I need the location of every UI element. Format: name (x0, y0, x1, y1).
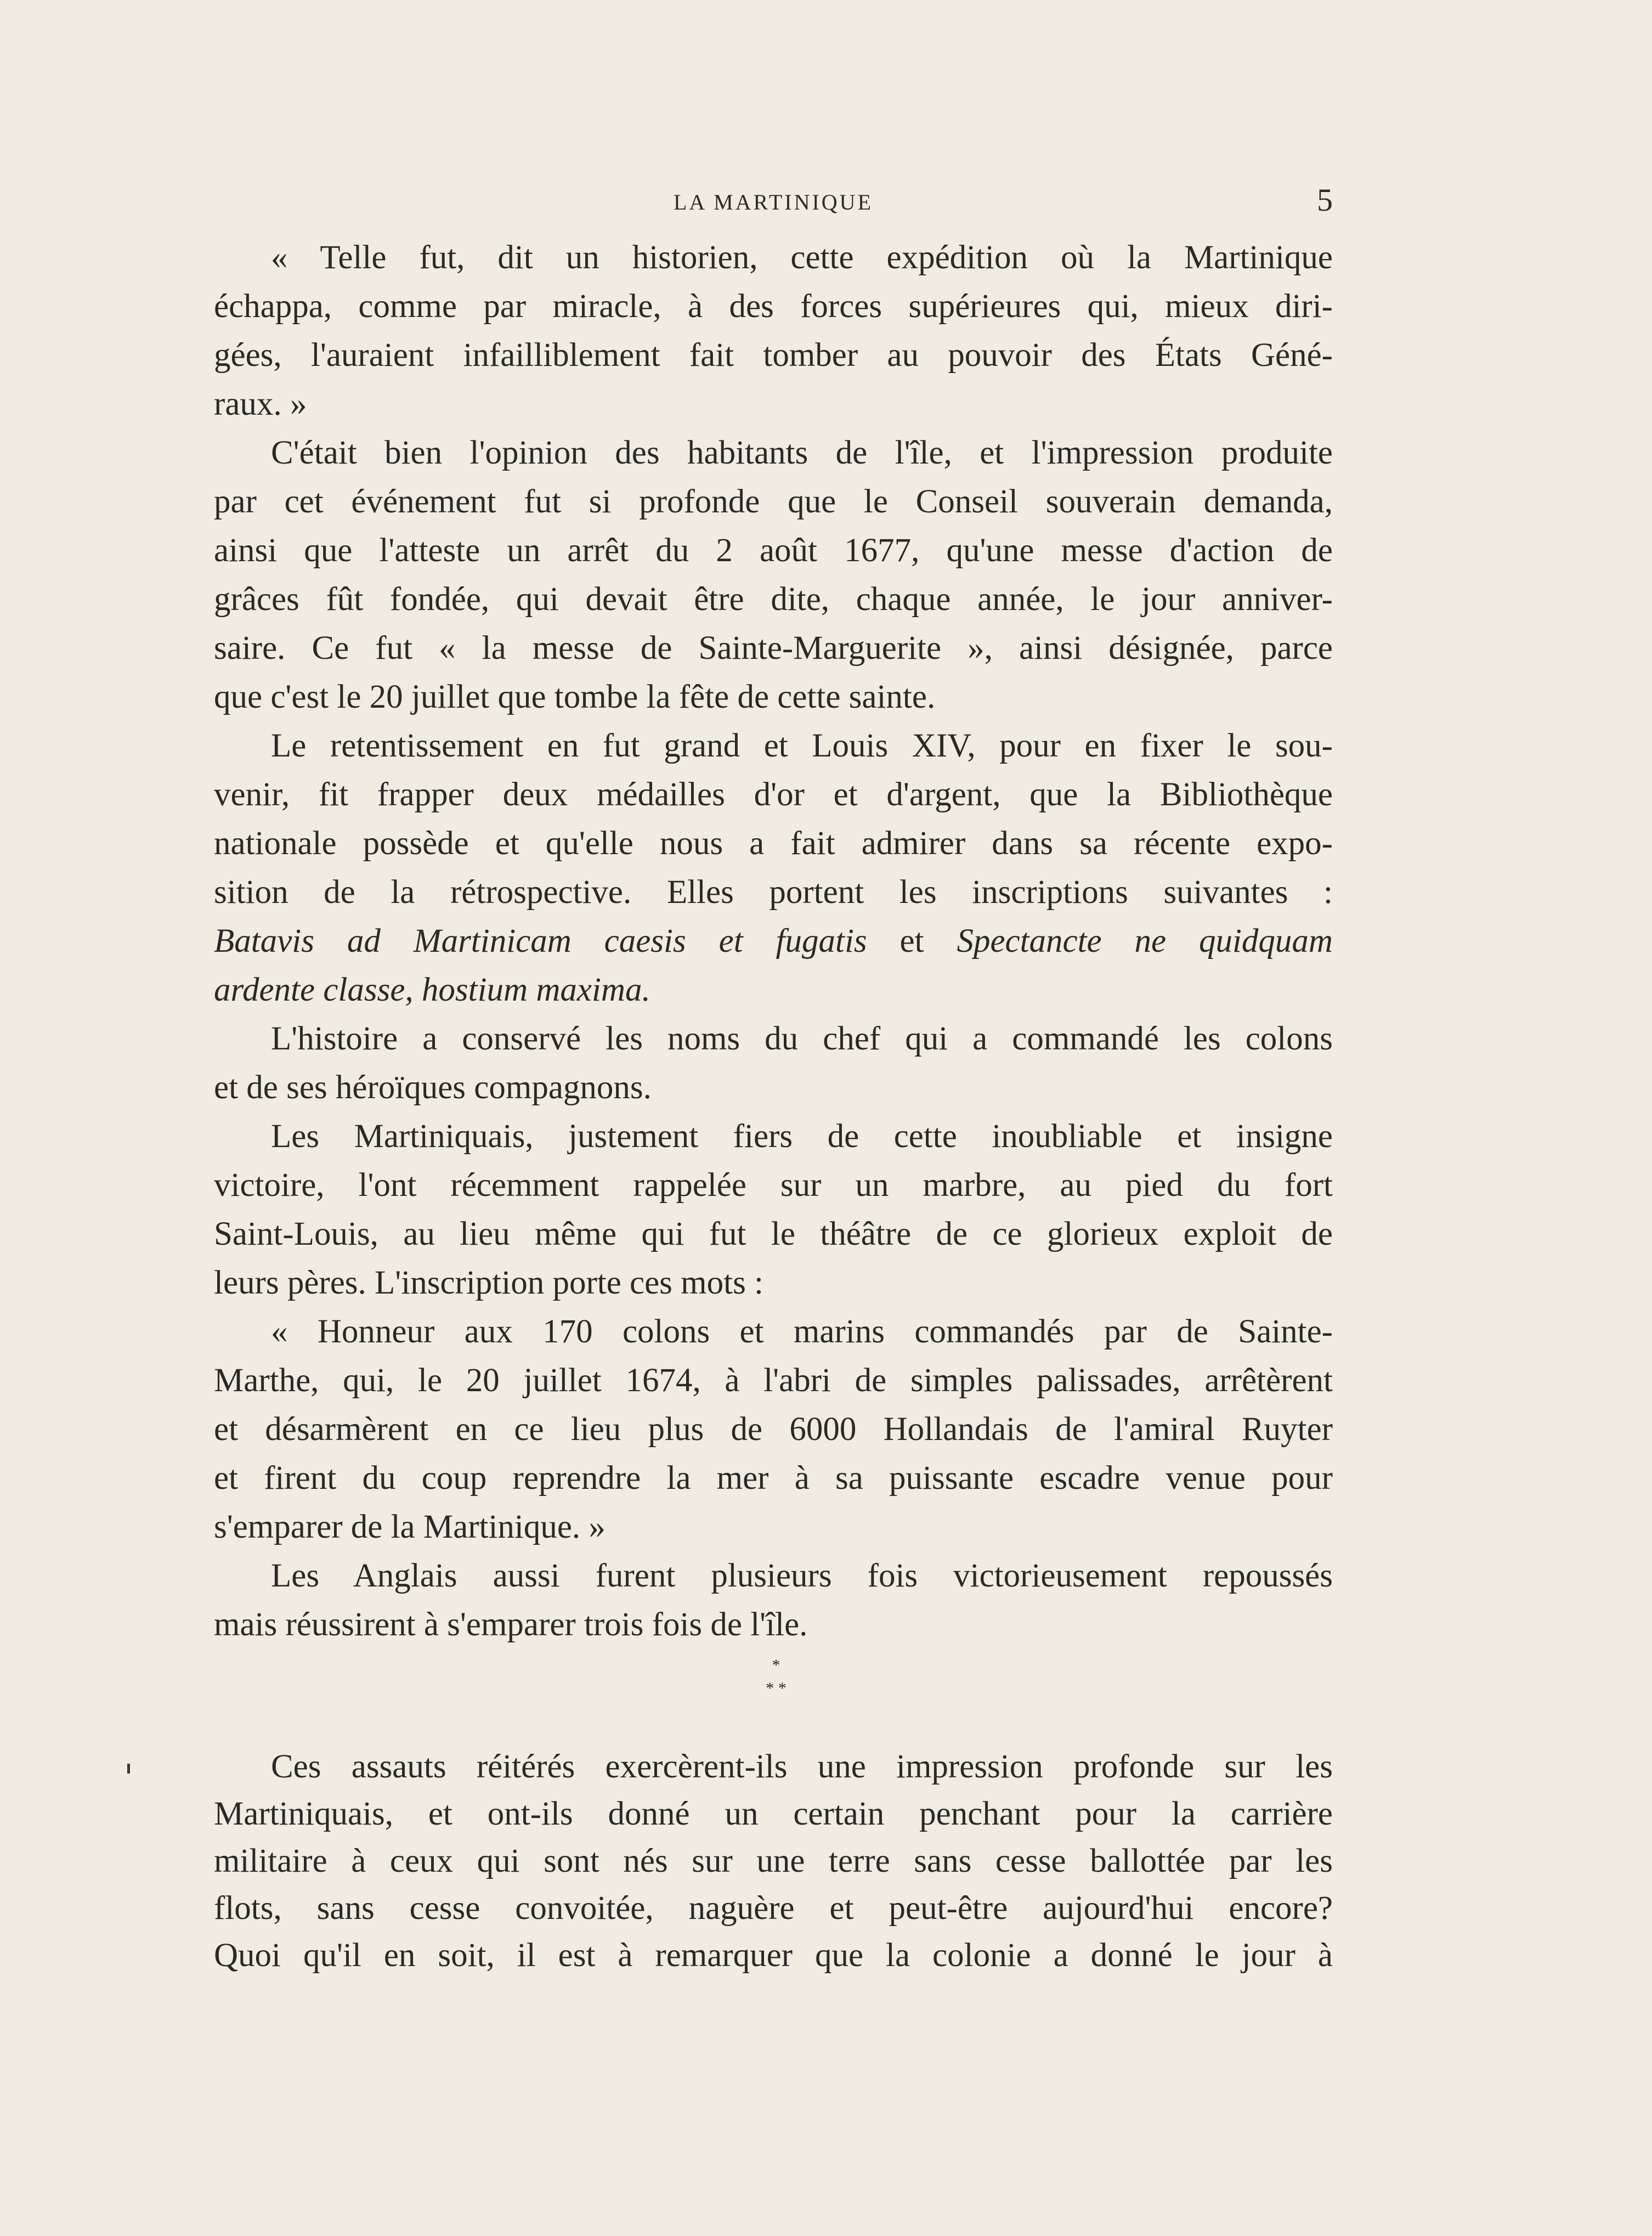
asterism-bottom: * * (766, 1679, 787, 1697)
page-number: 5 (1317, 182, 1333, 218)
text-fragment: et (899, 923, 924, 959)
scan-mark (127, 1764, 130, 1774)
text-line: que c'est le 20 juillet que tombe la fête de cette sainte. (214, 679, 936, 715)
text-line: échappa, comme par miracle, à des forces supérieures qui, mieux diri- (214, 288, 1333, 325)
text-line: Le retentissement en fut grand et Louis XIV, pour en fixer le sou- (271, 727, 1333, 764)
text-line: saire. Ce fut « la messe de Sainte-Marguerite », ainsi désignée, parce (214, 630, 1333, 667)
text-line: par cet événement fut si profonde que le Conseil souverain demanda, (214, 483, 1333, 520)
italic-inscription: ardente classe, hostium maxima. (214, 972, 650, 1008)
text-line: s'emparer de la Martinique. » (214, 1509, 606, 1545)
text-line: L'histoire a conservé les noms du chef qui a commandé les colons (271, 1020, 1333, 1057)
text-line: nationale possède et qu'elle nous a fait admirer dans sa récente expo- (214, 825, 1333, 862)
text-line: et de ses héroïques compagnons. (214, 1069, 652, 1106)
text-line: « Honneur aux 170 colons et marins commandés par de Sainte- (271, 1313, 1333, 1350)
text-line: et firent du coup reprendre la mer à sa puissante escadre venue pour (214, 1460, 1333, 1497)
text-line: Les Anglais aussi furent plusieurs fois victorieusement repoussés (271, 1557, 1333, 1594)
text-line (214, 917, 1333, 965)
text-line: C'était bien l'opinion des habitants de l'île, et l'impression produite (271, 434, 1333, 471)
text-line: grâces fût fondée, qui devait être dite, chaque année, le jour anniver- (214, 581, 1333, 618)
section-separator-asterism (757, 1654, 795, 1700)
text-line: sition de la rétrospective. Elles portent les inscriptions suivantes : (214, 874, 1333, 911)
text-line: « Telle fut, dit un historien, cette expédition où la Martinique (271, 239, 1333, 276)
text-line: mais réussirent à s'emparer trois fois de l'île. (214, 1606, 808, 1643)
text-line (214, 965, 1333, 1014)
text-line: Martiniquais, et ont-ils donné un certain penchant pour la carrière (214, 1795, 1333, 1832)
page-header (214, 184, 1333, 222)
text-line: raux. » (214, 386, 307, 422)
text-line: Saint-Louis, au lieu même qui fut le théâtre de ce glorieux exploit de (214, 1216, 1333, 1252)
text-line: Les Martiniquais, justement fiers de cette inoubliable et insigne (271, 1118, 1333, 1155)
text-line: victoire, l'ont récemment rappelée sur un marbre, au pied du fort (214, 1167, 1333, 1204)
body-text-section-1 (214, 233, 1333, 1649)
italic-inscription: Batavis ad Martinicam caesis et fugatis (214, 923, 867, 959)
text-line: militaire à ceux qui sont nés sur une terre sans cesse ballottée par les (214, 1843, 1333, 1879)
text-line: Ces assauts réitérés exercèrent-ils une impression profonde sur les (271, 1748, 1333, 1785)
text-line: et désarmèrent en ce lieu plus de 6000 Hollandais de l'amiral Ruyter (214, 1411, 1333, 1448)
text-line: venir, fit frapper deux médailles d'or et d'argent, que la Bibliothèque (214, 776, 1333, 813)
asterism-top: * (772, 1656, 780, 1674)
body-text-section-2 (214, 1743, 1333, 1979)
italic-inscription: Spectancte ne quidquam (957, 923, 1333, 959)
running-title: LA MARTINIQUE (673, 190, 873, 214)
text-line: Quoi qu'il en soit, il est à remarquer que la colonie a donné le jour à (214, 1937, 1333, 1974)
text-line: ainsi que l'atteste un arrêt du 2 août 1677, qu'une messe d'action de (214, 532, 1333, 569)
text-line: gées, l'auraient infailliblement fait tomber au pouvoir des États Géné- (214, 337, 1333, 374)
text-line: flots, sans cesse convoitée, naguère et peut-être aujourd'hui encore? (214, 1890, 1333, 1927)
text-line: Marthe, qui, le 20 juillet 1674, à l'abri de simples palissades, arrêtèrent (214, 1362, 1333, 1399)
text-line: leurs pères. L'inscription porte ces mots : (214, 1264, 764, 1301)
